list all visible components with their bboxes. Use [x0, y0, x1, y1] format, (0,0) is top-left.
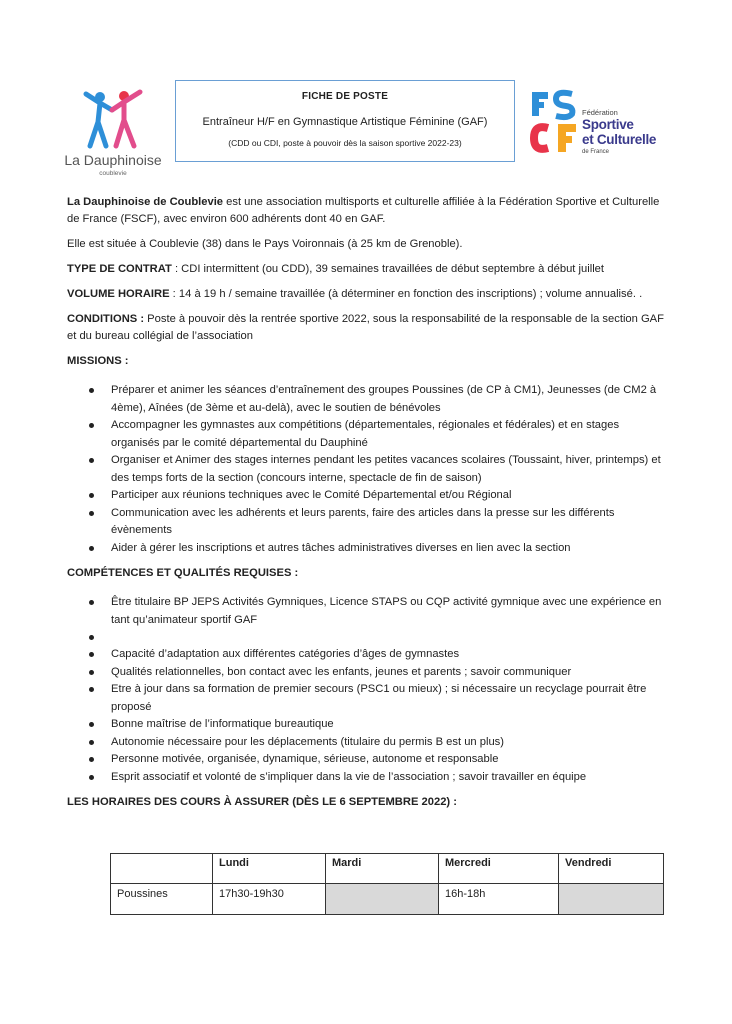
competences-heading: COMPÉTENCES ET QUALITÉS REQUISES : — [67, 567, 299, 579]
volume-label: VOLUME HORAIRE — [67, 288, 170, 300]
title-box — [175, 80, 515, 162]
schedule-table — [110, 853, 664, 915]
table-cell: Poussines — [111, 884, 213, 915]
table-cell — [559, 884, 664, 915]
bullet-icon — [89, 458, 94, 463]
conditions-value: Poste à pouvoir dès la rentrée sportive 2022, sous la responsabilité de la responsable de la section GAF et du bureau collégial de l’association — [67, 313, 664, 342]
document-body — [67, 194, 667, 819]
bullet-icon — [89, 635, 94, 640]
fscf-label-4: de France — [582, 149, 610, 155]
table-cell — [326, 884, 439, 915]
table-cell: 16h-18h — [439, 884, 559, 915]
job-note: (CDD ou CDI, poste à pouvoir dès la saison sportive 2022-23) — [228, 138, 462, 148]
logo-name: La Dauphinoise — [64, 152, 162, 168]
list-item-text: Etre à jour dans sa formation de premier secours (PSC1 ou mieux) ; si nécessaire un recyclage pourrait être proposé — [111, 683, 647, 713]
fscf-label-3: et Culturelle — [582, 132, 657, 147]
table-header-cell: Lundi — [213, 854, 326, 884]
table-row — [111, 884, 664, 915]
list-item — [67, 540, 667, 558]
list-item — [67, 716, 667, 734]
list-item — [67, 681, 667, 716]
list-item — [67, 382, 667, 417]
list-item — [67, 417, 667, 452]
list-item — [67, 646, 667, 664]
fscf-logo — [530, 88, 670, 168]
bullet-icon — [89, 757, 94, 762]
conditions-paragraph — [67, 311, 667, 345]
volume-paragraph — [67, 286, 667, 303]
missions-heading: MISSIONS : — [67, 355, 129, 367]
conditions-label: CONDITIONS : — [67, 313, 145, 325]
list-item-text: Esprit associatif et volonté de s’impliquer dans la vie de l’association ; savoir travailler en équipe — [111, 770, 587, 783]
list-item-text: Bonne maîtrise de l’informatique bureautique — [111, 718, 334, 730]
list-item-text: Autonomie nécessaire pour les déplacements (titulaire du permis B est un plus) — [111, 735, 505, 748]
list-item — [67, 769, 667, 787]
bullet-icon — [89, 652, 94, 657]
page-title: FICHE DE POSTE — [301, 91, 389, 102]
table-header-cell: Mercredi — [439, 854, 559, 884]
list-item-text: Capacité d’adaptation aux différentes catégories d’âges de gymnastes — [111, 648, 460, 660]
job-title: Entraîneur H/F en Gymnastique Artistique Féminine (GAF) — [202, 116, 488, 128]
fscf-label-2: Sportive — [582, 117, 634, 132]
list-item — [67, 664, 667, 682]
bullet-icon — [89, 423, 94, 428]
list-item-text: Accompagner les gymnastes aux compétitions (départementales, régionales et fédérales) et en stages organisés par le comité départemental du Dauphiné — [111, 419, 620, 449]
contract-type-label: TYPE DE CONTRAT — [67, 263, 172, 275]
list-item-text: Aider à gérer les inscriptions et autres tâches administratives diverses en lien avec la section — [111, 541, 571, 554]
list-item — [67, 487, 667, 505]
competences-list — [67, 594, 667, 786]
table-header-cell — [111, 854, 213, 884]
list-item-text: Participer aux réunions techniques avec le Comité Départemental et/ou Régional — [111, 489, 512, 501]
list-item — [67, 452, 667, 487]
contract-type-paragraph — [67, 261, 667, 278]
bullet-icon — [89, 775, 94, 780]
volume-value: : 14 à 19 h / semaine travaillée (à déterminer en fonction des inscriptions) ; volume annualisé. . — [169, 288, 643, 300]
list-item-text: Qualités relationnelles, bon contact avec les enfants, jeunes et parents ; savoir communiquer — [111, 665, 572, 678]
bullet-icon — [89, 722, 94, 727]
bullet-icon — [89, 600, 94, 605]
list-item-text: Communication avec les adhérents et leurs parents, faire des articles dans la presse sur les différents évènements — [111, 506, 615, 536]
table-header-cell: Mardi — [326, 854, 439, 884]
bullet-icon — [89, 493, 94, 498]
list-item-text: Être titulaire BP JEPS Activités Gymniques, Licence STAPS ou CQP activité gymnique avec une expérience en tant qu’animateur sportif GAF — [111, 596, 662, 626]
table-header-row — [111, 854, 664, 884]
list-item — [67, 751, 667, 769]
org-name: La Dauphinoise de Coublevie — [67, 196, 224, 208]
fscf-letters-icon — [530, 88, 580, 158]
list-item — [67, 594, 667, 629]
list-item-text: Organiser et Animer des stages internes pendant les petites vacances scolaires (Toussaint, hiver, printemps) et des temps forts de la section (concours interne, spectacle de fin de saison) — [111, 454, 661, 484]
table-cell: 17h30-19h30 — [213, 884, 326, 915]
list-item-text: Personne motivée, organisée, dynamique, sérieuse, autonome et responsable — [111, 753, 499, 765]
intro-text: est une association multisports et culturelle affiliée à la Fédération Sportive et Culturelle de France (FSCF), avec environ 600 adhérents dont 40 en GAF. — [67, 196, 660, 225]
bullet-icon — [89, 670, 94, 675]
bullet-icon — [89, 740, 94, 745]
bullet-icon — [89, 687, 94, 692]
list-item — [67, 734, 667, 752]
intro-paragraph — [67, 194, 667, 228]
location-paragraph: Elle est située à Coublevie (38) dans le Pays Voironnais (à 25 km de Grenoble). — [67, 238, 463, 250]
schedule-heading: LES HORAIRES DES COURS À ASSURER (DÈS LE 6 SEPTEMBRE 2022) : — [67, 796, 457, 808]
bullet-icon — [89, 511, 94, 516]
list-item — [67, 505, 667, 540]
bullet-icon — [89, 546, 94, 551]
contract-type-value: : CDI intermittent (ou CDD), 39 semaines travaillées de début septembre à début juillet — [171, 263, 605, 275]
logo-subtitle: coublevie — [99, 170, 127, 177]
fscf-label-1: Fédération — [582, 108, 618, 117]
table-header-cell: Vendredi — [559, 854, 664, 884]
bullet-icon — [89, 388, 94, 393]
missions-list — [67, 382, 667, 557]
list-item-text: Préparer et animer les séances d’entraînement des groupes Poussines (de CP à CM1), Jeunesses (de CM2 à 4ème), Aînées (de 3ème et au-delà), avec le soutien de bénévoles — [111, 384, 657, 414]
la-dauphinoise-logo — [58, 88, 168, 188]
list-item — [67, 629, 667, 646]
gymnasts-figures-icon — [78, 88, 148, 150]
